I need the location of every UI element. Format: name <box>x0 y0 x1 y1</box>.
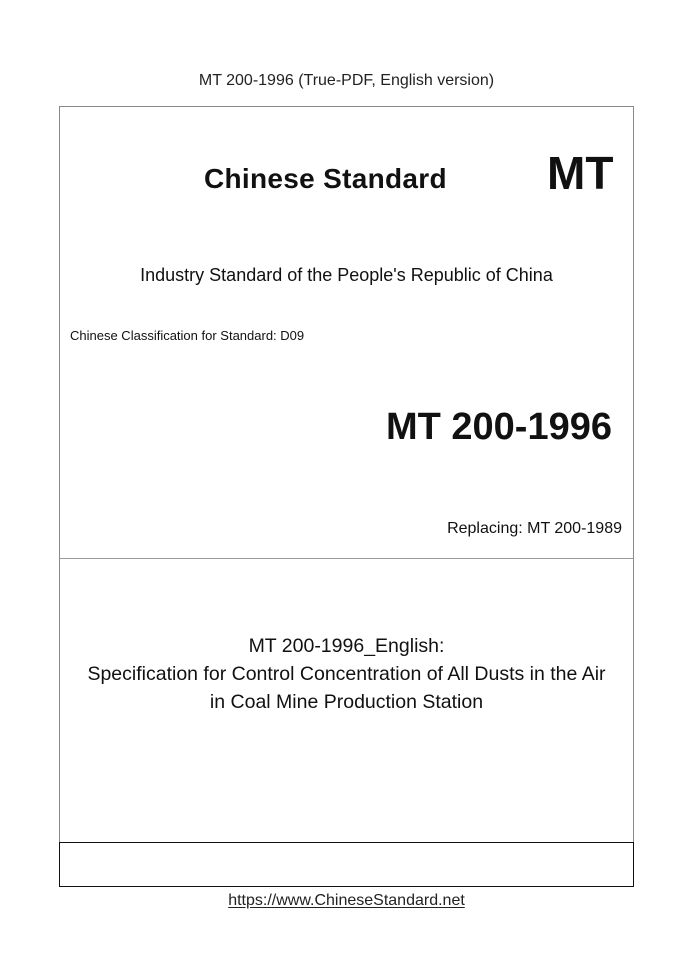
document-title <box>59 632 634 716</box>
document-title-line-1: MT 200-1996_English: <box>248 635 445 657</box>
document-title-line-3: in Coal Mine Production Station <box>209 691 484 713</box>
website-link[interactable]: https://www.ChineseStandard.net <box>228 892 465 909</box>
replacing-line: Replacing: MT 200-1989 <box>447 520 622 537</box>
page-header: MT 200-1996 (True-PDF, English version) <box>198 72 495 89</box>
brand-title: Chinese Standard <box>204 163 447 194</box>
industry-standard-line: Industry Standard of the People's Republic of China <box>140 265 553 285</box>
classification-line: Chinese Classification for Standard: D09 <box>70 328 305 343</box>
document-title-line-2: Specification for Control Concentration of All Dusts in the Air <box>87 663 606 685</box>
brand-code: MT <box>547 147 614 199</box>
bottom-box <box>59 842 634 887</box>
standard-number: MT 200-1996 <box>385 406 612 448</box>
